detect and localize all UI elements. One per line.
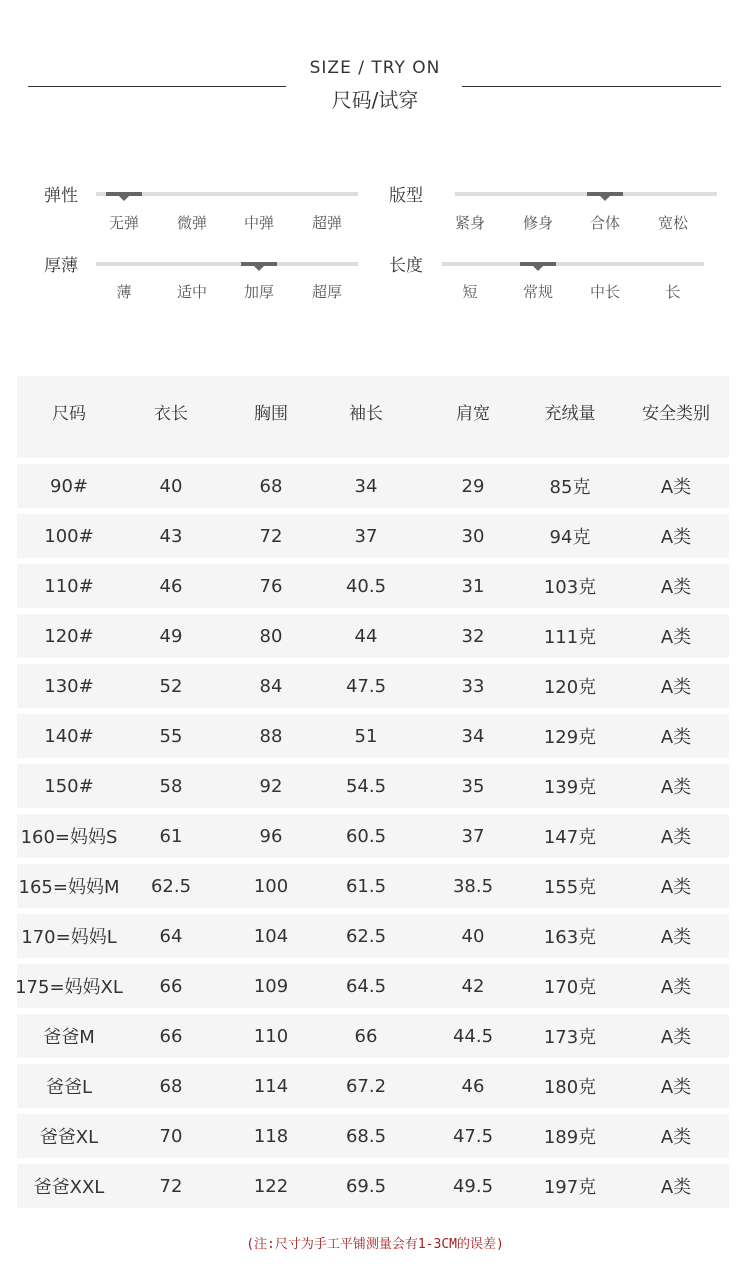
table-row	[17, 714, 729, 758]
table-cell: 189克	[543, 1127, 597, 1148]
table-cell: 爸爸XL	[39, 1127, 99, 1148]
table-cell: 88	[259, 725, 283, 747]
table-cell: 104	[253, 925, 289, 947]
table-cell: 120克	[543, 677, 597, 698]
table-cell: 49	[159, 625, 183, 647]
table-row	[17, 514, 729, 558]
table-row	[17, 1064, 729, 1108]
table-cell: 51	[354, 725, 378, 747]
table-cell: 72	[259, 525, 283, 547]
table-cell: 38.5	[452, 875, 494, 897]
table-cell: 49.5	[452, 1175, 494, 1197]
attribute-label: 长度	[389, 256, 423, 276]
table-cell: A类	[660, 477, 692, 498]
table-cell: 122	[253, 1175, 289, 1197]
table-header-cell: 尺码	[52, 403, 86, 424]
attribute-indicator	[106, 192, 142, 196]
attribute-option: 常规	[522, 283, 553, 301]
attribute-label: 弹性	[44, 186, 78, 206]
table-cell: 130#	[44, 675, 94, 697]
table-cell: 139克	[543, 777, 597, 798]
table-row	[17, 1164, 729, 1208]
table-cell: A类	[660, 527, 692, 548]
table-cell: 34	[354, 475, 378, 497]
table-row	[17, 814, 729, 858]
table-cell: 165=妈妈M	[18, 877, 120, 898]
table-cell: 147克	[543, 827, 597, 848]
header-title-en: SIZE / TRY ON	[309, 58, 441, 78]
table-cell: 37	[354, 525, 378, 547]
table-cell: 150#	[44, 775, 94, 797]
attribute-track	[442, 262, 704, 266]
table-cell: 61	[159, 825, 183, 847]
attribute-option: 紧身	[454, 214, 485, 232]
table-row	[17, 564, 729, 608]
table-cell: 62.5	[345, 925, 387, 947]
table-cell: A类	[660, 727, 692, 748]
table-cell: 109	[253, 975, 289, 997]
table-cell: 爸爸L	[45, 1077, 93, 1098]
table-cell: 110	[253, 1025, 289, 1047]
table-cell: 180克	[543, 1077, 597, 1098]
table-cell: 170=妈妈L	[21, 927, 117, 948]
table-cell: 173克	[543, 1027, 597, 1048]
attribute-option: 微弹	[176, 214, 207, 232]
attribute-option: 中弹	[243, 214, 274, 232]
table-cell: 66	[159, 975, 183, 997]
table-cell: 爸爸M	[43, 1027, 95, 1048]
table-cell: 31	[461, 575, 485, 597]
table-cell: A类	[660, 677, 692, 698]
table-cell: 110#	[44, 575, 94, 597]
table-cell: 118	[253, 1125, 289, 1147]
table-cell: A类	[660, 577, 692, 598]
attribute-label: 厚薄	[44, 256, 78, 276]
table-cell: A类	[660, 627, 692, 648]
table-cell: 120#	[44, 625, 94, 647]
attribute-option: 中长	[589, 283, 620, 301]
table-cell: A类	[660, 1027, 692, 1048]
table-cell: 61.5	[345, 875, 387, 897]
table-cell: 69.5	[345, 1175, 387, 1197]
attribute-option: 适中	[176, 283, 207, 301]
table-cell: 84	[259, 675, 283, 697]
table-cell: 175=妈妈XL	[15, 977, 123, 998]
table-cell: A类	[660, 1177, 692, 1198]
table-row	[17, 864, 729, 908]
table-cell: 44.5	[452, 1025, 494, 1047]
table-cell: 100	[253, 875, 289, 897]
table-cell: 170克	[543, 977, 597, 998]
attribute-option: 薄	[116, 283, 132, 301]
table-cell: 94克	[549, 527, 591, 548]
table-cell: A类	[660, 877, 692, 898]
table-cell: 155克	[543, 877, 597, 898]
attribute-indicator	[241, 262, 277, 266]
table-cell: 96	[259, 825, 283, 847]
table-cell: 140#	[44, 725, 94, 747]
table-row	[17, 914, 729, 958]
attribute-label: 版型	[389, 186, 423, 206]
attribute-option: 合体	[589, 214, 620, 232]
table-cell: 58	[159, 775, 183, 797]
attribute-option: 宽松	[657, 214, 688, 232]
table-cell: 129克	[543, 727, 597, 748]
table-row	[17, 614, 729, 658]
attribute-option: 无弹	[108, 214, 139, 232]
table-cell: 163克	[543, 927, 597, 948]
table-cell: 111克	[543, 627, 597, 648]
attribute-track	[455, 192, 717, 196]
table-cell: 29	[461, 475, 485, 497]
table-cell: 44	[354, 625, 378, 647]
table-cell: 197克	[543, 1177, 597, 1198]
table-cell: 80	[259, 625, 283, 647]
table-cell: 72	[159, 1175, 183, 1197]
table-cell: 60.5	[345, 825, 387, 847]
table-cell: 92	[259, 775, 283, 797]
table-header-cell: 肩宽	[456, 403, 490, 424]
table-cell: 32	[461, 625, 485, 647]
table-row	[17, 464, 729, 508]
table-cell: 103克	[543, 577, 597, 598]
table-cell: 46	[159, 575, 183, 597]
attribute-option: 加厚	[243, 283, 274, 301]
table-cell: 64.5	[345, 975, 387, 997]
table-cell: 66	[354, 1025, 378, 1047]
table-cell: 52	[159, 675, 183, 697]
table-cell: A类	[660, 927, 692, 948]
table-cell: 90#	[50, 475, 88, 497]
table-cell: 68	[259, 475, 283, 497]
table-header-cell: 袖长	[349, 403, 383, 424]
header-title-cn: 尺码/试穿	[331, 88, 419, 112]
table-cell: 64	[159, 925, 183, 947]
table-cell: 爸爸XXL	[33, 1177, 105, 1198]
table-cell: 114	[253, 1075, 289, 1097]
attribute-option: 长	[665, 283, 681, 301]
table-cell: A类	[660, 1077, 692, 1098]
table-row	[17, 1014, 729, 1058]
table-cell: 68.5	[345, 1125, 387, 1147]
attribute-option: 修身	[522, 214, 553, 232]
table-cell: A类	[660, 827, 692, 848]
attribute-option: 短	[462, 283, 478, 301]
table-cell: 70	[159, 1125, 183, 1147]
attribute-indicator	[587, 192, 623, 196]
table-cell: 66	[159, 1025, 183, 1047]
table-cell: 47.5	[345, 675, 387, 697]
table-cell: A类	[660, 1127, 692, 1148]
table-cell: 68	[159, 1075, 183, 1097]
table-row	[17, 764, 729, 808]
table-cell: 42	[461, 975, 485, 997]
table-cell: 100#	[44, 525, 94, 547]
attribute-indicator	[520, 262, 556, 266]
attribute-option: 超厚	[311, 283, 342, 301]
table-header-cell: 充绒量	[544, 403, 596, 424]
table-cell: 67.2	[345, 1075, 387, 1097]
table-cell: 33	[461, 675, 485, 697]
attribute-option: 超弹	[311, 214, 342, 232]
table-cell: 76	[259, 575, 283, 597]
table-header-cell: 衣长	[154, 403, 188, 424]
table-header-cell: 胸围	[254, 403, 288, 424]
table-cell: 35	[461, 775, 485, 797]
table-row	[17, 1114, 729, 1158]
table-cell: 46	[461, 1075, 485, 1097]
table-cell: 34	[461, 725, 485, 747]
table-cell: 40.5	[345, 575, 387, 597]
table-cell: 30	[461, 525, 485, 547]
table-cell: 40	[159, 475, 183, 497]
table-cell: 62.5	[150, 875, 192, 897]
table-header-cell: 安全类别	[642, 403, 710, 424]
table-row	[17, 964, 729, 1008]
table-cell: A类	[660, 977, 692, 998]
table-cell: 55	[159, 725, 183, 747]
table-cell: 160=妈妈S	[20, 827, 118, 848]
table-cell: 40	[461, 925, 485, 947]
table-cell: 47.5	[452, 1125, 494, 1147]
table-cell: 85克	[549, 477, 591, 498]
measurement-note: (注:尺寸为手工平铺测量会有1-3CM的误差)	[246, 1237, 504, 1252]
attribute-track	[96, 262, 358, 266]
table-header	[17, 376, 729, 458]
table-cell: A类	[660, 777, 692, 798]
table-cell: 37	[461, 825, 485, 847]
table-row	[17, 664, 729, 708]
table-cell: 43	[159, 525, 183, 547]
table-cell: 54.5	[345, 775, 387, 797]
